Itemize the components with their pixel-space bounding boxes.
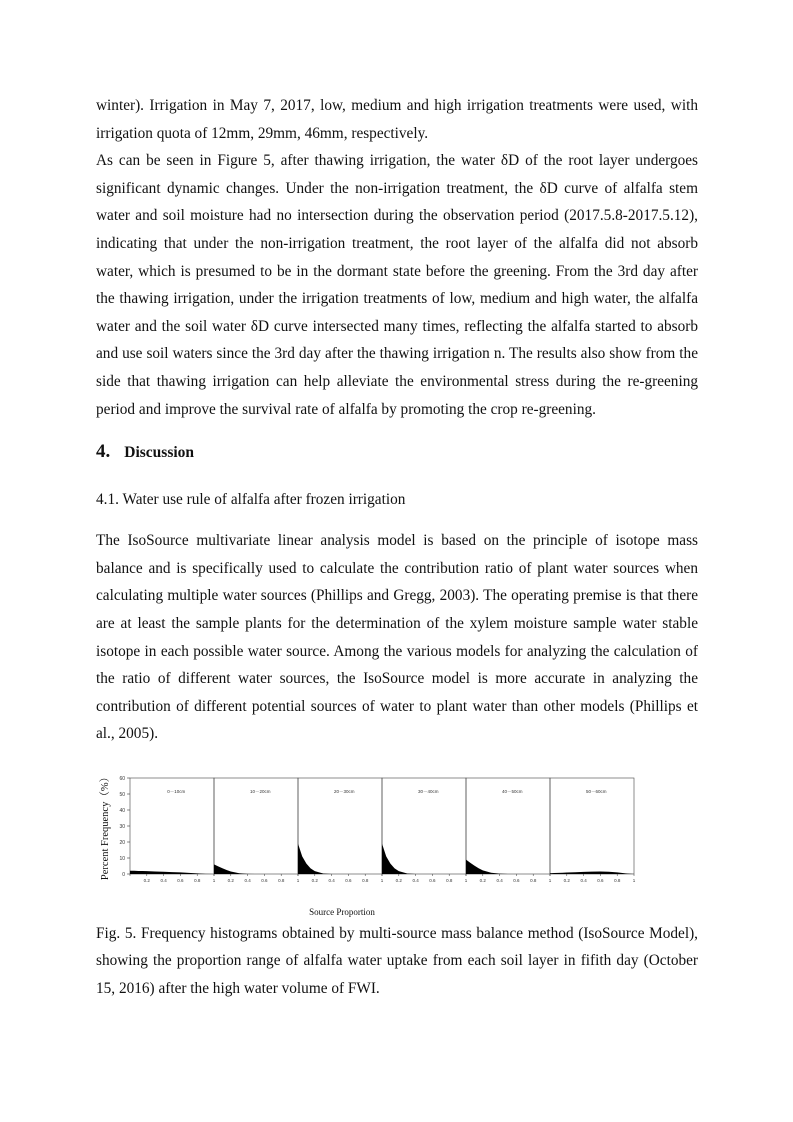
x-tick-label: 0.6 (513, 877, 520, 883)
x-tick-label: 1 (380, 877, 384, 883)
x-tick-label: 0.2 (395, 877, 402, 883)
y-tick-label: 0 (122, 871, 125, 878)
histogram-area (550, 871, 634, 874)
section-title: Discussion (124, 444, 195, 462)
y-axis-label: Percent Frequency（%） (100, 771, 111, 880)
x-tick-label: 0.2 (479, 877, 486, 883)
x-tick-label: 0.4 (244, 877, 251, 883)
x-tick-label: 0.4 (496, 877, 503, 883)
paragraph-2: As can be seen in Figure 5, after thawing irrigation, the water δD of the root layer undergoes significant dynamic changes. Under the non-irrigation treatment, the δD curve of alfalfa stem water and soil moisture had no intersection during the observation period (2017.5.8-2017.5.12), indicating that under the non-irrigation treatment, the root layer of the alfalfa did not absorb water, which is presumed to be in the dormant state before the greening. From the 3rd day after the thawing irrigation, under the irrigation treatments of low, medium and high water, the alfalfa water and the soil water δD curve intersected many times, reflecting the alfalfa started to absorb and use soil waters since the 3rd day after the thawing irrigation n. The results also show from the side that thawing irrigation can help alleviate the environmental stress during the re-greening period and improve the survival rate of alfalfa by promoting the crop re-greening. (96, 152, 698, 418)
histogram-area (382, 843, 466, 873)
paragraph-3: The IsoSource multivariate linear analysis model is based on the principle of isotope mass balance and is specifically used to calculate the contribution ratio of plant water sources when calculating multiple water sources (Phillips and Gregg, 2003). The operating premise is that there are at least the sample plants for the determination of the xylem moisture sample water stable isotope in each possible water source. Among the various models for analyzing the calculation of the ratio of different water sources, the IsoSource model is more accurate in analyzing the contribution of different potential sources of water to plant water than other models (Phillips et al., 2005). (96, 532, 698, 743)
x-tick-label: 1 (464, 877, 468, 883)
x-tick-label: 0.2 (227, 877, 234, 883)
x-tick-label: 0.2 (311, 877, 318, 883)
x-tick-label: 0.4 (412, 877, 419, 883)
x-tick-label: 1 (212, 877, 216, 883)
x-tick-label: 0.8 (614, 877, 621, 883)
x-tick-label: 0.8 (194, 877, 201, 883)
x-tick-label: 0.2 (563, 877, 570, 883)
series-label: 50－60cm (585, 788, 607, 794)
y-tick-label: 40 (119, 807, 125, 814)
series-label: 40－50cm (501, 788, 523, 794)
x-tick-label: 0.6 (429, 877, 436, 883)
subsection-heading: 4.1. Water use rule of alfalfa after frozen irrigation (96, 491, 406, 509)
series-label: 0－10cm (167, 788, 186, 794)
page-content (96, 92, 698, 1003)
x-tick-label: 0.8 (446, 877, 453, 883)
y-tick-label: 20 (119, 839, 125, 846)
x-axis-label: Source Proportion (309, 906, 375, 917)
x-tick-label: 1 (548, 877, 552, 883)
histogram-area (130, 871, 214, 874)
x-tick-label: 0.4 (580, 877, 587, 883)
figure-5 (96, 770, 656, 920)
x-tick-label: 0.6 (597, 877, 604, 883)
figure-caption: Fig. 5. Frequency histograms obtained by multi-source mass balance method (IsoSource Model), showing the proportion range of alfalfa water uptake from each soil layer in fifith day (October 15, 2016) after the high water volume of FWI. (96, 924, 698, 998)
x-tick-label: 0.8 (530, 877, 537, 883)
y-tick-label: 50 (119, 791, 125, 798)
histogram-area (466, 859, 550, 873)
x-tick-label: 1 (296, 877, 300, 883)
x-tick-label: 0.6 (261, 877, 268, 883)
series-label: 30－40cm (417, 788, 439, 794)
x-tick-label: 0.8 (278, 877, 285, 883)
x-tick-label: 0.4 (328, 877, 335, 883)
histogram-area (298, 843, 382, 873)
histogram-chart (96, 770, 656, 920)
x-tick-label: 0.6 (345, 877, 352, 883)
x-tick-label: 0.6 (177, 877, 184, 883)
section-heading (96, 441, 698, 463)
paragraph-1: winter). Irrigation in May 7, 2017, low, medium and high irrigation treatments were used, with irrigation quota of 12mm, 29mm, 46mm, respectively. (96, 97, 698, 142)
y-tick-label: 60 (119, 775, 125, 782)
x-tick-label: 1 (632, 877, 636, 883)
series-label: 10－20cm (249, 788, 271, 794)
y-tick-label: 10 (119, 855, 125, 862)
x-tick-label: 0.2 (143, 877, 150, 883)
x-tick-label: 0.4 (160, 877, 167, 883)
y-tick-label: 30 (119, 823, 125, 830)
x-tick-label: 0.8 (362, 877, 369, 883)
histogram-area (214, 864, 298, 874)
series-label: 20－30cm (333, 788, 355, 794)
section-number: 4. (96, 441, 111, 463)
